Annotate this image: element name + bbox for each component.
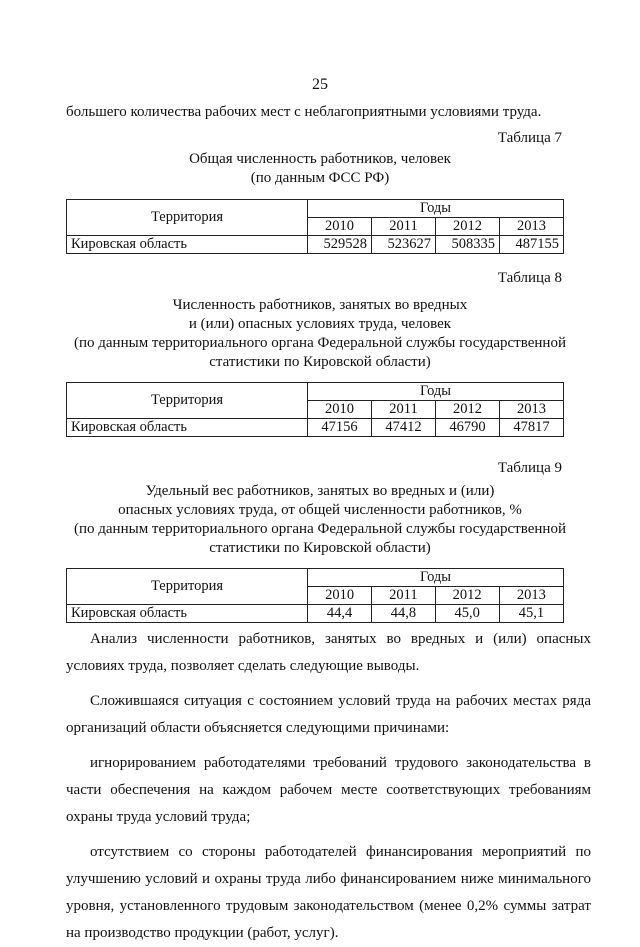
year-cell: 2013	[500, 401, 564, 419]
table-row	[67, 236, 564, 254]
intro-line: большего количества рабочих мест с неблагоприятными условиями труда.	[66, 104, 542, 120]
body-text	[66, 626, 591, 947]
year-cell: 2011	[372, 587, 435, 605]
year-cell: 2013	[500, 218, 564, 236]
value-cell: 508335	[436, 236, 500, 254]
paragraph: Анализ численности работников, занятых во вредных и (или) опасных условиях труда, позволяет сделать следующие выводы.	[66, 631, 591, 674]
value-cell: 529528	[308, 236, 372, 254]
table-9-label: Таблица 9	[497, 460, 562, 476]
table-9-caption-line: статистики по Кировской области)	[209, 540, 431, 556]
header-territory: Территория	[67, 569, 308, 605]
table-9-caption-line: (по данным территориального органа Федеральной службы государственной	[74, 521, 566, 537]
table-7-caption-line: Общая численность работников, человек	[189, 151, 451, 167]
year-cell: 2010	[308, 587, 372, 605]
table-8	[66, 382, 564, 437]
row-territory-name: Кировская область	[67, 419, 308, 437]
value-cell: 47817	[500, 419, 564, 437]
value-cell: 46790	[436, 419, 500, 437]
value-cell: 45,1	[499, 605, 563, 623]
paragraph: Сложившаяся ситуация с состоянием условий труда на рабочих местах ряда организаций области объясняется следующими причинами:	[66, 693, 591, 736]
header-years: Годы	[308, 383, 564, 401]
year-cell: 2010	[308, 218, 372, 236]
year-cell: 2013	[499, 587, 563, 605]
value-cell: 487155	[500, 236, 564, 254]
year-cell: 2012	[436, 218, 500, 236]
table-7-label: Таблица 7	[497, 130, 562, 146]
table-7-caption-line: (по данным ФСС РФ)	[250, 170, 390, 186]
paragraph: игнорированием работодателями требований трудового законодательства в части обеспечения на каждом рабочем месте соответствующих требованиям охраны труда условий труда;	[66, 755, 591, 825]
table-9	[66, 568, 564, 623]
table-9-caption-line: опасных условиях труда, от общей численности работников, %	[118, 502, 522, 518]
table-7	[66, 199, 564, 254]
year-cell: 2011	[372, 218, 436, 236]
table-9-caption-line: Удельный вес работников, занятых во вредных и (или)	[145, 483, 495, 499]
value-cell: 44,8	[372, 605, 435, 623]
year-cell: 2011	[372, 401, 436, 419]
year-cell: 2012	[435, 587, 499, 605]
value-cell: 45,0	[435, 605, 499, 623]
table-8-label: Таблица 8	[497, 270, 562, 286]
table-8-caption-line: (по данным территориального органа Федеральной службы государственной	[74, 335, 566, 351]
row-territory-name: Кировская область	[67, 605, 308, 623]
table-8-caption-line: статистики по Кировской области)	[209, 354, 431, 370]
table-row	[67, 605, 564, 623]
header-years: Годы	[308, 569, 564, 587]
table-row	[67, 419, 564, 437]
header-territory: Территория	[67, 200, 308, 236]
page-number: 25	[312, 76, 328, 93]
year-cell: 2010	[308, 401, 372, 419]
value-cell: 523627	[372, 236, 436, 254]
header-years: Годы	[308, 200, 564, 218]
value-cell: 44,4	[308, 605, 372, 623]
table-8-caption-line: Численность работников, занятых во вредных	[172, 297, 468, 313]
year-cell: 2012	[436, 401, 500, 419]
row-territory-name: Кировская область	[67, 236, 308, 254]
header-territory: Территория	[67, 383, 308, 419]
value-cell: 47412	[372, 419, 436, 437]
table-8-caption-line: и (или) опасных условиях труда, человек	[188, 316, 452, 332]
value-cell: 47156	[308, 419, 372, 437]
paragraph: отсутствием со стороны работодателей финансирования мероприятий по улучшению условий и охраны труда либо финансированием ниже минимального уровня, установленного трудовым законодательством (менее 0,2% суммы затрат на производство продукции (работ, услуг).	[66, 844, 591, 941]
